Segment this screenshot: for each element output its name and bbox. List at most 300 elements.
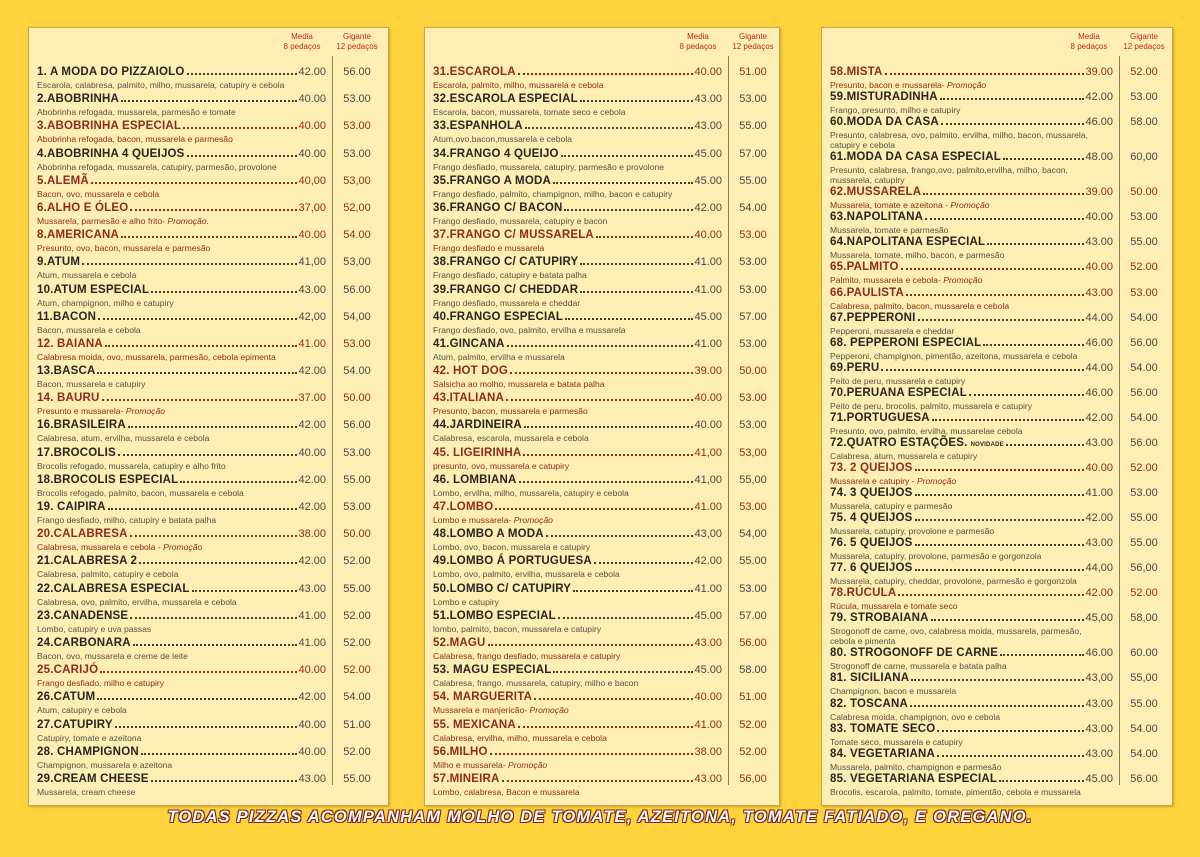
dot-leader	[502, 780, 694, 782]
price-media: 41.00	[694, 283, 722, 296]
price-gigante: 52.00	[1130, 587, 1158, 600]
description-text: Calabresa, palmito, catupiry e cebola	[37, 569, 179, 580]
price-gigante: 52.00	[1130, 461, 1158, 474]
price-gigante: 53.00	[739, 392, 767, 405]
description-text: Atum, mussarela e cebola	[37, 270, 137, 281]
price-gigante: 55,00	[739, 473, 767, 486]
pizza-description	[830, 787, 1107, 797]
pizza-name: 50.LOMBO C/ CATUPIRY	[433, 582, 572, 595]
menu-item	[433, 772, 767, 797]
dot-leader	[151, 291, 297, 293]
dot-leader	[506, 399, 693, 401]
price-media: 37,00	[298, 201, 326, 214]
price-gigante: 55.00	[739, 555, 767, 568]
pizza-name: 14. BAURU	[37, 392, 100, 405]
pizza-description	[37, 705, 320, 715]
pizza-description	[37, 134, 320, 144]
price-media: 42.00	[694, 201, 722, 214]
dot-leader	[573, 590, 693, 592]
price-media: 46.00	[1085, 336, 1113, 349]
price-gigante: 57.00	[739, 609, 767, 622]
menu-item	[37, 419, 371, 444]
description-text: Lombo e mussarela-	[433, 515, 512, 525]
pizza-description	[830, 626, 1107, 646]
menu-item	[433, 582, 767, 607]
pizza-name: 6.ALHO E ÓLEO	[37, 201, 129, 214]
price-gigante: 50.00	[1130, 186, 1158, 199]
description-text: Pepperoni, champignon, pimentão, azeitona, mussarela e cebola	[830, 350, 1078, 361]
dot-leader	[1000, 654, 1084, 656]
description-text: Abobrinha refogada, mussarela, catupiry, parmesão, provolone	[37, 161, 277, 172]
pizza-description	[830, 737, 1107, 747]
pizza-name: 78.RÚCULA	[830, 587, 897, 600]
price-media: 40.00	[298, 664, 326, 677]
dot-leader	[534, 698, 693, 700]
description-text: Presunto, ovo, bacon, mussarela e parmesão	[37, 243, 211, 254]
dot-leader	[97, 698, 297, 700]
pizza-description	[830, 526, 1107, 536]
pizza-description	[830, 551, 1107, 561]
pizza-name: 67.PEPPERONI	[830, 311, 916, 324]
price-media: 40.00	[298, 120, 326, 133]
pizza-description	[37, 760, 320, 770]
dot-leader	[183, 127, 297, 129]
novidade-tag: NOVIDADE	[970, 441, 1004, 448]
description-text: Brocolis refogado, palmito, bacon, mussarela e cebola	[37, 487, 244, 498]
menu-item	[37, 664, 371, 689]
pizza-name: 11.BACON	[37, 310, 97, 323]
price-media: 38.00	[694, 745, 722, 758]
dot-leader	[911, 679, 1084, 681]
price-media: 42.00	[1085, 91, 1113, 104]
pizza-description	[37, 461, 320, 471]
price-gigante: 53.00	[343, 446, 371, 459]
price-gigante: 53,00	[343, 174, 371, 187]
dot-leader	[187, 155, 298, 157]
price-media: 41.00	[694, 337, 722, 350]
price-media: 41.00	[298, 609, 326, 622]
description-text: lombo, palmito, bacon, mussarela e catupiry	[433, 623, 602, 634]
dot-leader	[108, 508, 298, 510]
pizza-description	[433, 406, 716, 416]
menu-item	[830, 261, 1158, 286]
pizza-description	[37, 325, 320, 335]
pizza-description	[830, 326, 1107, 336]
menu-item	[830, 672, 1158, 697]
price-gigante: 57.00	[739, 147, 767, 160]
pizza-description	[433, 461, 716, 471]
price-media: 45.00	[694, 147, 722, 160]
price-media: 43.00	[694, 772, 722, 785]
price-gigante: 53.00	[739, 501, 767, 513]
header-gigante	[1120, 32, 1168, 52]
price-gigante: 54,00	[343, 310, 371, 323]
price-gigante: 53.00	[739, 229, 767, 242]
pizza-description	[433, 189, 716, 199]
price-gigante: 56,00	[739, 772, 767, 785]
price-gigante: 54.00	[343, 691, 371, 704]
menu-item	[37, 691, 371, 716]
promo-label: Promoção.	[167, 215, 209, 226]
menu-item	[37, 147, 371, 172]
pizza-description	[37, 189, 320, 199]
dot-leader	[139, 562, 297, 564]
pizza-description	[37, 515, 320, 525]
description-text: Bacon, ovo, mussarela e creme de leite	[37, 650, 188, 661]
description-text: Calabresa, frango, mussarela, catupiry, milho e bacon	[433, 678, 639, 689]
pizza-description	[433, 162, 716, 172]
menu-item	[830, 461, 1158, 486]
menu-item	[433, 528, 767, 553]
dot-leader	[915, 544, 1085, 546]
dot-leader	[553, 182, 693, 184]
pizza-description	[433, 515, 716, 525]
promo-label: Promoção	[507, 759, 548, 770]
description-text: Abobrinha refogada, mussarela, parmesão e tomate	[37, 107, 236, 118]
dot-leader	[518, 73, 694, 75]
price-gigante: 55.00	[343, 772, 371, 785]
dot-leader	[98, 318, 297, 320]
pizza-description	[37, 542, 320, 552]
price-media: 41.00	[298, 337, 326, 350]
dot-leader	[524, 426, 694, 428]
pizza-name: 5.ALEMÃ	[37, 174, 89, 187]
pizza-name: 16.BRASILEIRA	[37, 419, 126, 432]
description-text: Calabresa, palmito, bacon, mussarela e cebola	[830, 300, 1010, 311]
dot-leader	[881, 369, 1084, 371]
description-text: Presunto, ovo, palmito, ervilha, mussarelae cebola	[830, 425, 1023, 436]
price-media: 45,00	[1085, 612, 1113, 625]
pizza-name: 33.ESPANHOLA	[433, 120, 523, 133]
price-gigante: 54.00	[1130, 722, 1158, 735]
menu-item	[830, 116, 1158, 151]
pizza-description	[37, 624, 320, 634]
description-text: Peito de peru, brocolis, palmito, mussarela e catupiry	[830, 400, 1033, 411]
description-text: Brocolis, escarola, palmito, tomate, pimentão, cebola e mussarela	[830, 786, 1081, 797]
pizza-description	[433, 379, 716, 389]
description-text: presunto, ovo, mussarela e catupiry	[433, 460, 570, 471]
dot-leader	[596, 236, 694, 238]
menu-item	[37, 609, 371, 634]
price-media: 40.00	[298, 147, 326, 160]
pizza-description	[433, 542, 716, 552]
pizza-description	[37, 352, 320, 362]
description-text: Atum, palmito, ervilha e mussarela	[433, 351, 565, 362]
price-media: 41.00	[1085, 487, 1113, 499]
menu-column-3	[821, 27, 1173, 806]
price-media: 41.00	[694, 582, 722, 595]
price-media: 43.00	[1085, 286, 1113, 299]
price-media: 43.00	[1085, 697, 1113, 710]
header-gigante-label: Gigante	[1129, 32, 1159, 41]
price-media: 41.00	[694, 718, 722, 731]
description-text: Presunto e mussarela-	[37, 406, 124, 417]
header-media-sub: 8 pedaços	[679, 42, 717, 51]
promo-label: Promoção	[163, 542, 203, 553]
price-gigante: 55.00	[1130, 512, 1158, 525]
pizza-description	[433, 597, 716, 607]
price-gigante: 56.00	[343, 66, 371, 78]
dot-leader	[130, 617, 297, 619]
menu-item	[37, 120, 371, 145]
header-media-sub: 8 pedaços	[1070, 42, 1108, 51]
pizza-description	[830, 576, 1107, 586]
pizza-name: 20.CALABRESA	[37, 528, 128, 541]
menu-item	[37, 66, 371, 90]
menu-item	[830, 361, 1158, 386]
header-gigante-label: Gigante	[738, 32, 768, 41]
pizza-description	[433, 760, 716, 770]
dot-leader	[906, 294, 1084, 296]
menu-item	[830, 747, 1158, 772]
pizza-description	[830, 80, 1107, 90]
menu-item	[37, 337, 371, 362]
header-media-sub: 8 pedaços	[283, 42, 321, 51]
pizza-name: 29.CREAM CHEESE	[37, 772, 149, 785]
price-media: 46.00	[1085, 386, 1113, 399]
menu-item	[433, 718, 767, 743]
pizza-name: 48.LOMBO A MODA	[433, 528, 544, 541]
description-text: Mussarela, tomate e azeitona -	[830, 200, 948, 211]
dot-leader	[594, 562, 694, 564]
price-media: 40.00	[694, 392, 722, 405]
dot-leader	[180, 481, 297, 483]
pizza-description	[37, 651, 320, 661]
menu-item	[433, 93, 767, 118]
price-gigante: 52.00	[343, 555, 371, 568]
price-media: 43.00	[298, 582, 326, 595]
pizza-description	[830, 601, 1107, 611]
menu-item	[37, 473, 371, 498]
pizza-description	[433, 651, 716, 661]
dot-leader	[940, 98, 1085, 100]
pizza-description	[433, 243, 716, 253]
pizza-name: 47.LOMBO	[433, 501, 494, 513]
price-gigante: 56.00	[1130, 386, 1158, 399]
menu-item	[433, 392, 767, 417]
description-text: Calabresa, frango desfiado, mussarela e catupiry	[433, 650, 621, 661]
dot-leader	[507, 345, 694, 347]
pizza-description	[37, 733, 320, 743]
pizza-name: 75. 4 QUEIJOS	[830, 512, 913, 525]
price-media: 42.00	[1085, 512, 1113, 525]
dot-leader	[1003, 158, 1085, 160]
price-gigante: 56.00	[739, 636, 767, 649]
price-media: 45.00	[1085, 772, 1113, 785]
price-gigante: 53.00	[343, 93, 371, 106]
price-media: 43.00	[1085, 747, 1113, 760]
pizza-name: 63.NAPOLITANA	[830, 211, 924, 224]
menu-item	[433, 201, 767, 226]
pizza-name: 80. STROGONOFF DE CARNE	[830, 647, 999, 660]
description-text: Strogonoff de carne, ovo, calabresa moida, mussarela, parmesão, cebola e pimenta	[830, 626, 1082, 647]
menu-items	[433, 66, 767, 797]
dot-leader	[580, 263, 693, 265]
price-media: 40.00	[694, 66, 722, 78]
dot-leader	[488, 644, 694, 646]
price-media: 42,00	[298, 310, 326, 323]
price-media: 40.00	[298, 446, 326, 459]
dot-leader	[969, 394, 1085, 396]
pizza-description	[433, 325, 716, 335]
pizza-name: 23.CANADENSE	[37, 609, 129, 622]
pizza-name: 61.MODA DA CASA ESPECIAL	[830, 151, 1001, 164]
pizza-description	[830, 200, 1107, 210]
pizza-name: 27.CATUPIRY	[37, 718, 113, 731]
pizza-name: 36.FRANGO C/ BACON	[433, 201, 563, 214]
description-text: Mussarela, cream cheese	[37, 786, 136, 797]
menu-item	[37, 310, 371, 335]
dot-leader	[523, 454, 693, 456]
pizza-description	[433, 216, 716, 226]
pizza-description	[37, 270, 320, 280]
price-gigante: 55,00	[1130, 672, 1158, 685]
pizza-description	[37, 379, 320, 389]
price-media: 40.00	[298, 229, 326, 242]
pizza-name: 60.MODA DA CASA	[830, 116, 939, 129]
dot-leader	[141, 753, 298, 755]
pizza-description	[37, 597, 320, 607]
pizza-name: 28. CHAMPIGNON	[37, 745, 139, 758]
dot-leader	[495, 508, 693, 510]
menu-item	[433, 283, 767, 308]
dot-leader	[915, 519, 1085, 521]
description-text: Mussarela e catupiry -	[830, 475, 915, 486]
pizza-name: 3.ABOBRINHA ESPECIAL	[37, 120, 182, 133]
description-text: Rúcula, mussarela e tomate seco	[830, 601, 958, 612]
menu-item	[37, 446, 371, 471]
price-media: 40.00	[1085, 211, 1113, 224]
pizza-name: 74. 3 QUEIJOS	[830, 487, 913, 499]
menu-item	[830, 336, 1158, 361]
menu-items	[37, 66, 371, 797]
pizza-name: 46. LOMBIANA	[433, 473, 517, 486]
menu-item	[37, 745, 371, 770]
price-gigante: 52.00	[343, 664, 371, 677]
menu-item	[37, 555, 371, 580]
pizza-name: 39.FRANGO C/ CHEDDAR	[433, 283, 579, 296]
pizza-description	[433, 352, 716, 362]
description-text: Palmito, mussarela e cebola-	[830, 275, 941, 286]
price-media: 43.00	[694, 120, 722, 133]
description-text: Escarola, bacon, mussarela, tomate seco e cebola	[433, 107, 626, 118]
price-media: 41.00	[694, 256, 722, 269]
price-gigante: 52.00	[343, 609, 371, 622]
pizza-description	[830, 275, 1107, 285]
description-text: Presunto, bacon, mussarela e parmesão	[433, 406, 588, 417]
menu-item	[433, 745, 767, 770]
description-text: Presunto, bacon e mussarela-	[830, 80, 945, 90]
pizza-description	[37, 678, 320, 688]
pizza-description	[830, 426, 1107, 436]
price-gigante: 51.00	[739, 691, 767, 704]
price-gigante: 52.00	[739, 718, 767, 731]
menu-item	[830, 211, 1158, 236]
price-gigante: 58.00	[1130, 116, 1158, 129]
dot-leader	[133, 644, 298, 646]
dot-leader	[915, 569, 1085, 571]
menu-item	[433, 365, 767, 390]
pizza-name: 18.BROCOLIS ESPECIAL	[37, 473, 179, 486]
dot-leader	[565, 318, 693, 320]
menu-item	[433, 256, 767, 281]
price-media: 43.00	[1085, 537, 1113, 550]
price-media: 45.00	[694, 310, 722, 323]
pizza-description	[433, 787, 716, 797]
description-text: Calabresa moida, champignon, ovo e cebola	[830, 711, 1001, 722]
menu-item	[37, 718, 371, 743]
pizza-description	[830, 476, 1107, 486]
pizza-name: 10.ATUM ESPECIAL	[37, 283, 150, 296]
dot-leader	[901, 268, 1085, 270]
description-text: Lombo, ovo, bacon, mussarela e catupiry	[433, 542, 591, 553]
description-text: Abobrinha refogada, bacon, mussarela e parmesão	[37, 134, 233, 145]
menu-item	[830, 487, 1158, 511]
description-text: Mussarela, catupiry e parmesão	[830, 501, 953, 511]
description-text: Catupiry, tomate e azeitona	[37, 732, 142, 743]
pizza-name: 31.ESCAROLA	[433, 66, 516, 78]
pizza-name: 32.ESCAROLA ESPECIAL	[433, 93, 578, 106]
menu-column-2	[424, 27, 780, 806]
dot-leader	[510, 372, 693, 374]
pizza-name: 82. TOSCANA	[830, 697, 909, 710]
price-media: 42.00	[1085, 411, 1113, 424]
pizza-description	[830, 376, 1107, 386]
dot-leader	[923, 193, 1084, 195]
menu-item	[830, 186, 1158, 211]
price-gigante: 53.00	[343, 501, 371, 513]
dot-leader	[925, 218, 1084, 220]
pizza-name: 58.MISTA	[830, 66, 883, 78]
pizza-description	[37, 80, 320, 90]
description-text: Lombo, ovo, palmito, ervilha, mussarela e cebola	[433, 569, 620, 580]
price-media: 43.00	[694, 93, 722, 106]
price-gigante: 55.00	[1130, 236, 1158, 249]
menu-item	[37, 229, 371, 254]
price-gigante: 56.00	[1130, 436, 1158, 449]
description-text: Mussarela, catupiry, cheddar, provolone, parmesão e gorgonzola	[830, 576, 1077, 587]
price-gigante: 55.00	[1130, 697, 1158, 710]
price-media: 46.00	[1085, 116, 1113, 129]
dot-leader	[525, 127, 694, 129]
pizza-name: 55. MEXICANA	[433, 718, 516, 731]
description-text: Salsicha ao molho, mussarela e batata palha	[433, 379, 605, 390]
description-text: Bacon, mussarela e cebola	[37, 324, 141, 335]
price-gigante: 53.00	[1130, 91, 1158, 104]
price-media: 40,00	[298, 174, 326, 187]
price-media: 38.00	[298, 528, 326, 541]
price-media: 41,00	[298, 256, 326, 269]
pizza-description	[830, 501, 1107, 511]
price-gigante: 53.00	[343, 147, 371, 160]
price-media: 43.00	[1085, 436, 1113, 449]
menu-item	[433, 229, 767, 254]
pizza-name: 1. A MODA DO PIZZAIOLO	[37, 66, 185, 78]
price-media: 43,00	[694, 528, 722, 541]
dot-leader	[987, 243, 1084, 245]
dot-leader	[561, 155, 694, 157]
menu-item	[433, 501, 767, 525]
price-media: 45.00	[694, 609, 722, 622]
pizza-description	[830, 686, 1107, 696]
price-media: 43.00	[1085, 236, 1113, 249]
price-gigante: 54,00	[739, 528, 767, 541]
price-gigante: 52,00	[343, 201, 371, 214]
dot-leader	[918, 319, 1085, 321]
description-text: Mussarela, catupiry, provolone, parmesão e gorgonzola	[830, 551, 1042, 562]
pizza-description	[830, 712, 1107, 722]
menu-item	[433, 310, 767, 335]
